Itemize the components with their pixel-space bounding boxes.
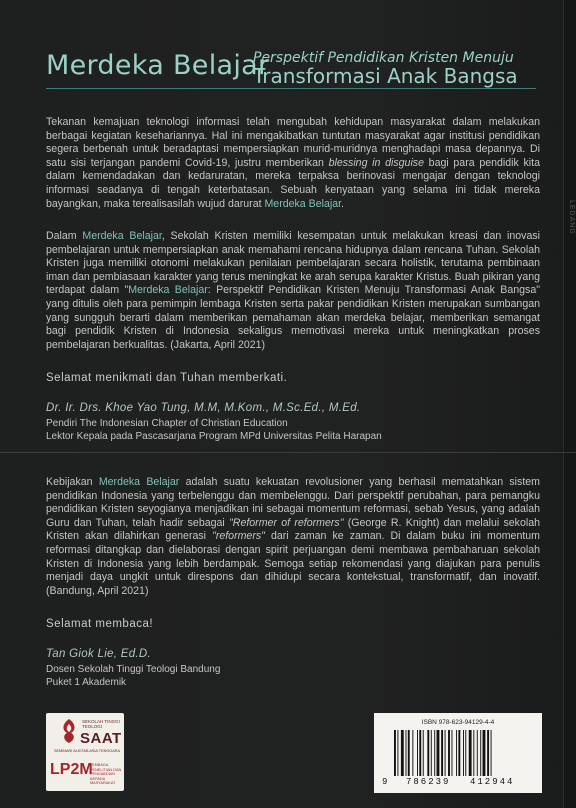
highlight-span: Merdeka Belajar [98, 476, 180, 488]
highlight-span: Merdeka Belajar [264, 197, 342, 210]
highlight-span: Merdeka Belajar [82, 230, 162, 242]
endorsement1-closing: Selamat menikmati dan Tuhan memberkati. [46, 372, 288, 384]
endorsement2-author: Tan Giok Lie, Ed.D. [46, 648, 151, 660]
barcode-bar [394, 730, 396, 776]
endorsement1-author: Dr. Ir. Drs. Khoe Yao Tung, M.M, M.Kom., M.Sc.Ed., M.Ed. [46, 402, 361, 414]
barcode-lead-digit: 9 [382, 777, 388, 787]
barcode-bar [419, 730, 421, 776]
book-subtitle-line1: Perspektif Pendidikan Kristen Menuju [253, 50, 514, 66]
text-span: bagi para pendidik kita dalam kemendadakan dan kedaruratan, mereka terpaksa berinovasi mengajar dengan teknologi informasi seadanya di tengah keterbatasan. Sebuah kenyataan yang selama ini tidak mereka bayangkan, maka terealisasilah wujud darurat [46, 156, 540, 210]
text-span: dari zaman ke zaman. Di dalam buku ini momentum reformasi ditangkap dan dielaborasi dengan spirit perjuangan demi membawa pembaharuan sekolah Kristen di Indonesia yang lebih berdampak. Semoga setiap rekomendasi yang diajukan para penulis menjadi daya ungkit untuk direspons dan dihidupi secara kontekstual, transformatif, dan inovatif. (Bandung, April 2021) [46, 530, 541, 597]
endorsement2-role2: Puket 1 Akademik [46, 677, 127, 688]
endorsement2-paragraph [46, 476, 540, 598]
barcode-bar [445, 730, 446, 776]
barcode-bar [487, 730, 489, 776]
text-span: Tekanan kemajuan teknologi informasi telah mengubah kehidupan masyarakat dalam melakukan berbagai kegiatan kesehariannya. Hal ini mengakibatkan tuntutan masyarakat agar institusi pendidikan segera berbenah untuk beradaptasi mempersiapkan murid-muridnya menghadapi masa depannya. Di satu sisi terjangan pandemi Covid-19, justru memberikan [46, 116, 540, 169]
text-span: adalah suatu kekuatan revolusioner yang berhasil mematahkan sistem pendidikan Indonesia yang terbelenggu dan membelenggu. Dari perspektif perubahan, para pemangku pendidikan Kristen seyogianya menjadikan ini sebagai momentum reformasi, sebab Yesus, yang adalah Guru dan Tuhan, telah hadir sebagai [46, 476, 540, 529]
text-span: , Sekolah Kristen memiliki kesempatan untuk melakukan kreasi dan inovasi pembelajaran untuk mempersiapkan anak memahami rencana hidupnya dalam rencana Tuhan. Sekolah Kristen juga memiliki otonomi melakukan penilaian pembelajaran secara holistik, terutama pembinaan iman dan pembiasaan karakter yang terus meningkat ke arah serupa karakter Kristus. Buah pikiran yang terdapat dalam " [46, 230, 540, 297]
text-span: Kebijakan [46, 476, 99, 488]
barcode-bar [458, 730, 460, 776]
spine-text: LEDANG [568, 200, 575, 235]
endorsement2-closing: Selamat membaca! [46, 618, 154, 630]
barcode-bar [483, 730, 486, 776]
logo-sub-text: SEMINARI ALKITAB ASIA TENGGARA [53, 749, 121, 753]
isbn-number: ISBN 978-623-94129-4-4 [421, 719, 495, 726]
endorsement2-role1: Dosen Sekolah Tinggi Teologi Bandung [46, 664, 221, 675]
barcode-bar [469, 730, 472, 776]
book-subtitle-line2: Transformasi Anak Bangsa [253, 64, 518, 88]
italic-span: blessing in disguise [328, 156, 424, 169]
section-divider [0, 452, 576, 453]
barcode-bar [401, 730, 404, 776]
barcode-group2: 412944 [470, 777, 515, 787]
barcode-bar [473, 730, 474, 776]
barcode-bar [448, 730, 450, 776]
logo-lp2m-sub: LEMBAGA PENELITIAN DAN PENGABDIAN KEPADA MASYARAKAT [90, 763, 122, 785]
barcode-bar [423, 730, 424, 776]
endorsement1-role1: Pendiri The Indonesian Chapter of Christian Education [46, 418, 288, 429]
barcode-bar [427, 730, 429, 776]
title-divider [46, 88, 536, 89]
endorsement1-role2: Lektor Kepala pada Pascasarjana Program MPd Universitas Pelita Harapan [46, 431, 382, 442]
barcode-bar [491, 730, 492, 776]
barcode-bar [417, 730, 418, 776]
logo-lp2m: LP2M [50, 761, 93, 778]
barcode-bar [480, 730, 481, 776]
barcode-bar [452, 730, 453, 776]
text-span: Dalam [46, 230, 83, 242]
isbn-barcode [374, 713, 542, 793]
endorsement1-paragraph2 [46, 230, 540, 352]
highlight-span: Merdeka Belajar [128, 284, 208, 297]
barcode-bar [434, 730, 435, 776]
italic-span: "Reformer of reformers" [229, 516, 344, 529]
barcode-bar [408, 730, 410, 776]
italic-span: "reformers" [212, 530, 265, 543]
barcode-bar [437, 730, 440, 776]
barcode-bar [431, 730, 432, 776]
book-title: Merdeka Belajar [46, 50, 270, 81]
barcode-bar [412, 730, 413, 776]
publisher-logo [46, 713, 124, 791]
text-span: : Perspektif Pendidikan Kristen Menuju Transformasi Anak Bangsa" yang ditulis oleh para pemimpin lembaga Kristen serta pakar pendidikan Kristen merupakan sumbangan yang sungguh berarti dalam memberikan pemahaman akan merdeka belajar, memberikan semangat bagi pendidik Kristen di Indonesia sekaligus memotivasi mereka untuk meningkatkan proses pembelajaran berkualitas. (Jakarta, April 2021) [46, 284, 540, 351]
barcode-bar [441, 730, 443, 776]
text-span: . [341, 197, 344, 210]
barcode-group1: 786239 [406, 777, 451, 787]
barcode-bar [463, 730, 464, 776]
barcode-bar [406, 730, 407, 776]
endorsement1-paragraph1 [46, 116, 540, 211]
text-span: (George R. Knight) dan melalui sekolah Kristen akan dilahirkan generasi [46, 516, 540, 543]
barcode-bar [456, 730, 457, 776]
barcode-bar [477, 730, 478, 776]
spine-edge [563, 0, 576, 808]
saat-emblem-icon [58, 718, 80, 744]
barcode-bar [397, 730, 398, 776]
barcode-bar [465, 730, 466, 776]
barcode-bars [394, 730, 528, 776]
logo-name: SAAT [80, 730, 122, 747]
logo-top-text: SEKOLAH TINGGI TEOLOGI [82, 719, 120, 729]
